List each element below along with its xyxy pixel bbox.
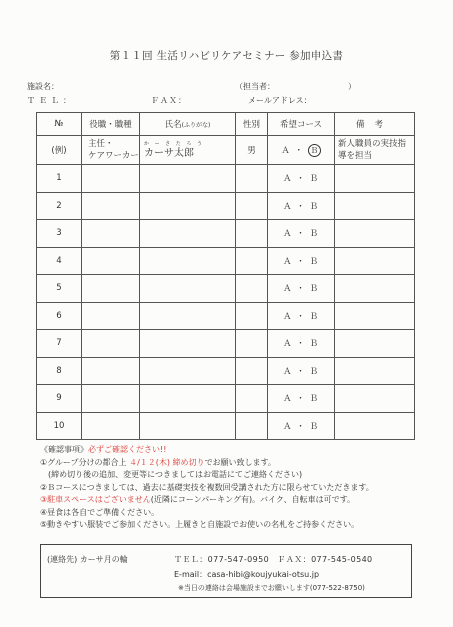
example-name-ruby: か ー さ た ろ う — [144, 141, 204, 147]
col-header-course: 希望コース — [268, 113, 335, 136]
example-role-line1: 主任・ — [88, 139, 114, 149]
table-header-row — [37, 113, 415, 136]
table-row — [37, 412, 415, 440]
note-item-1-a: ①グループ分けの都合上 — [40, 457, 127, 467]
example-name — [140, 136, 236, 165]
contact-person-label: （担当者： — [235, 82, 275, 91]
gender-cell[interactable] — [236, 220, 268, 248]
row-no: 5 — [37, 275, 82, 303]
name-cell[interactable] — [140, 192, 236, 220]
course-cell[interactable]: Ａ ・ Ｂ — [268, 412, 335, 440]
note-item-1-sub: (締め切り後の追加、変更等につきましてはお電話にてご連絡ください) — [48, 470, 303, 479]
role-cell[interactable] — [82, 330, 140, 358]
note-cell[interactable] — [335, 220, 415, 248]
name-cell[interactable] — [140, 385, 236, 413]
row-no: 6 — [37, 302, 82, 330]
table-row — [37, 165, 415, 193]
form-title: 第１１回 生活リハビリケアセミナー 参加申込書 — [109, 50, 344, 62]
col-header-no: № — [37, 113, 82, 136]
role-cell[interactable] — [82, 385, 140, 413]
note-cell[interactable] — [335, 275, 415, 303]
col-header-gender: 性別 — [236, 113, 268, 136]
course-cell[interactable]: Ａ ・ Ｂ — [268, 247, 335, 275]
name-cell[interactable] — [140, 412, 236, 440]
row-no: 7 — [37, 330, 82, 358]
contact-person-close: ） — [348, 82, 356, 91]
entry-rows — [37, 165, 415, 440]
gender-cell[interactable] — [236, 192, 268, 220]
note-item-1-b: でお願い致します。 — [204, 457, 276, 467]
notes-header-alert: 必ずご確認ください!! — [88, 445, 167, 454]
table-row — [37, 192, 415, 220]
note-cell[interactable] — [335, 357, 415, 385]
contact-label: (連絡先) カーサ月の輪 — [47, 555, 128, 564]
col-header-note: 備考 — [335, 113, 415, 136]
gender-cell[interactable] — [236, 412, 268, 440]
table-row — [37, 385, 415, 413]
note-item-5: ⑤動きやすい服装でご参加ください。上履きと自施設でお使いの名札をご持参ください。 — [40, 520, 360, 529]
confirmation-notes — [40, 444, 374, 532]
role-cell[interactable] — [82, 357, 140, 385]
gender-cell[interactable] — [236, 302, 268, 330]
note-item-2: ②Ｂコースにつきましては、過去に基礎実技を複数回受講された方に限らせていただきます。 — [40, 482, 374, 492]
row-no: 4 — [37, 247, 82, 275]
table-row — [37, 330, 415, 358]
gender-cell[interactable] — [236, 330, 268, 358]
gender-cell[interactable] — [236, 247, 268, 275]
example-row — [37, 136, 415, 165]
row-no: 1 — [37, 165, 82, 193]
note-cell[interactable] — [335, 192, 415, 220]
course-cell[interactable]: Ａ ・ Ｂ — [268, 330, 335, 358]
name-cell[interactable] — [140, 357, 236, 385]
course-cell[interactable]: Ａ ・ Ｂ — [268, 220, 335, 248]
name-cell[interactable] — [140, 165, 236, 193]
role-cell[interactable] — [82, 302, 140, 330]
note-cell[interactable] — [335, 165, 415, 193]
example-role-line2: ケアワーカー — [88, 151, 139, 161]
course-cell[interactable]: Ａ ・ Ｂ — [268, 165, 335, 193]
course-cell[interactable]: Ａ ・ Ｂ — [268, 302, 335, 330]
table-row — [37, 220, 415, 248]
col-header-role: 役職・職種 — [82, 113, 140, 136]
role-cell[interactable] — [82, 192, 140, 220]
role-cell[interactable] — [82, 275, 140, 303]
example-role — [82, 136, 140, 165]
example-name-text: カーサ太郎 — [144, 148, 194, 159]
gender-cell[interactable] — [236, 385, 268, 413]
note-cell[interactable] — [335, 412, 415, 440]
table-row — [37, 247, 415, 275]
example-course-b-circled: Ｂ — [308, 144, 321, 157]
name-cell[interactable] — [140, 330, 236, 358]
row-no: 10 — [37, 412, 82, 440]
contact-box — [40, 544, 412, 598]
role-cell[interactable] — [82, 220, 140, 248]
role-cell[interactable] — [82, 247, 140, 275]
name-header-furigana: (ふりがな) — [181, 122, 211, 129]
role-cell[interactable] — [82, 165, 140, 193]
example-course-a: Ａ ・ — [281, 145, 304, 156]
email-label: メールアドレス： — [248, 96, 312, 105]
row-no: 2 — [37, 192, 82, 220]
gender-cell[interactable] — [236, 357, 268, 385]
row-no: 9 — [37, 385, 82, 413]
note-item-4: ④昼食は各自でご準備ください。 — [40, 507, 160, 517]
example-course — [268, 136, 335, 165]
name-cell[interactable] — [140, 220, 236, 248]
course-cell[interactable]: Ａ ・ Ｂ — [268, 192, 335, 220]
row-no: 8 — [37, 357, 82, 385]
fax-label: ＦＡＸ： — [151, 96, 187, 105]
name-cell[interactable] — [140, 275, 236, 303]
note-item-1 — [40, 457, 374, 470]
col-header-name — [140, 113, 236, 136]
gender-cell[interactable] — [236, 275, 268, 303]
no-parking-text: ③駐車スペースはございません — [40, 495, 151, 504]
tel-label: ＴＥＬ： — [27, 96, 75, 105]
example-gender: 男 — [236, 136, 268, 165]
contact-day-of: ※当日の連絡は会場施設までお願いします(077-522-8750) — [178, 584, 365, 592]
note-item-3 — [40, 494, 374, 507]
contact-email: E-mail：casa-hibi@koujyukai-otsu.jp — [174, 570, 320, 579]
participant-table — [36, 112, 415, 440]
deadline-text: ４/１２(木) 締め切り — [129, 457, 205, 467]
course-cell[interactable]: Ａ ・ Ｂ — [268, 357, 335, 385]
note-cell[interactable] — [335, 302, 415, 330]
example-note: 新人職員の実技指導を担当 — [335, 136, 415, 165]
note-item-3-b: (近隣にコーンパーキング有)。バイク、自転車は可です。 — [150, 495, 355, 504]
name-cell[interactable] — [140, 302, 236, 330]
course-cell[interactable]: Ａ ・ Ｂ — [268, 275, 335, 303]
note-cell[interactable] — [335, 330, 415, 358]
contact-tel-fax: ＴＥＬ：077-547-0950 ＦＡＸ：077-545-0540 — [174, 555, 373, 564]
facility-name-label: 施設名： — [27, 82, 59, 91]
gender-cell[interactable] — [236, 165, 268, 193]
table-row — [37, 302, 415, 330]
name-header-text: 氏名 — [164, 120, 182, 130]
course-cell[interactable]: Ａ ・ Ｂ — [268, 385, 335, 413]
example-no: (例) — [37, 136, 82, 165]
table-row — [37, 275, 415, 303]
note-cell[interactable] — [335, 385, 415, 413]
note-cell[interactable] — [335, 247, 415, 275]
notes-header-text: 《確認事項》 — [40, 445, 88, 454]
role-cell[interactable] — [82, 412, 140, 440]
table-row — [37, 357, 415, 385]
name-cell[interactable] — [140, 247, 236, 275]
notes-header — [40, 444, 374, 457]
row-no: 3 — [37, 220, 82, 248]
